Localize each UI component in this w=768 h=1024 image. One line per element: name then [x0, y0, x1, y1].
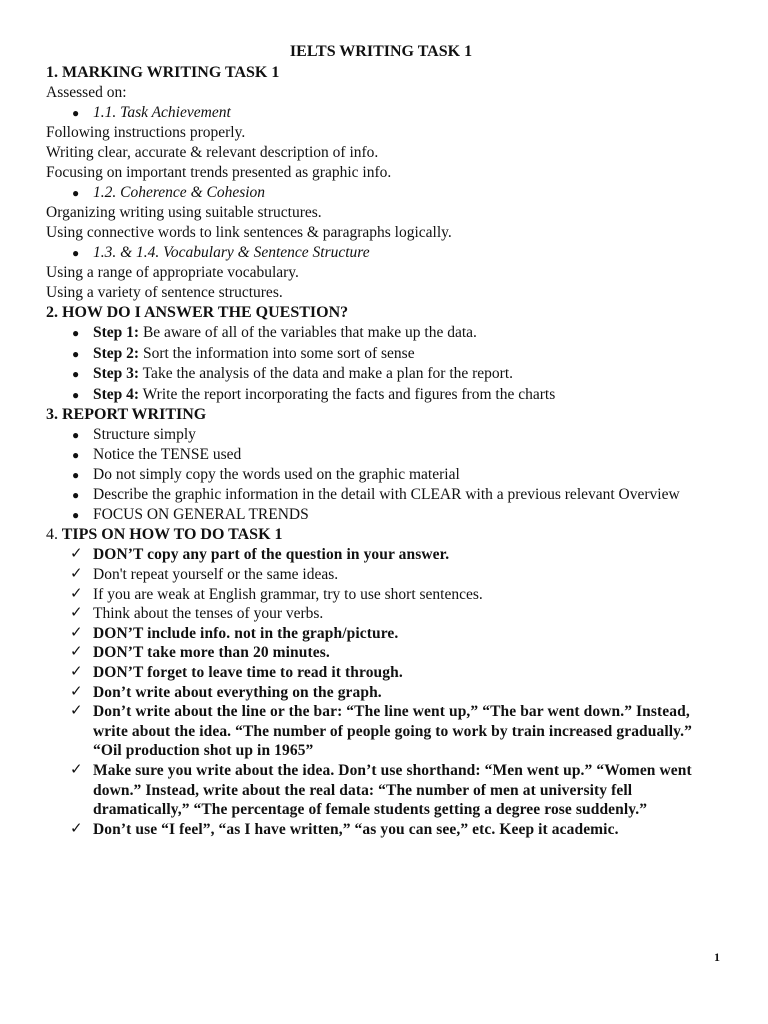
report-writing-list: [46, 425, 716, 525]
bullet-icon: ●: [72, 326, 80, 340]
tip-text: Don’t write about everything on the graph.: [93, 683, 382, 701]
tip-text: Make sure you write about the idea. Don’t use shorthand: “Men went up.” “Women went down.” Instead, write about the real data: “The number of men at university fell dramatically,” “The percentage of female students getting a degree rose suddenly.”: [93, 761, 692, 819]
criterion-3-line: Using a variety of sentence structures.: [46, 284, 283, 301]
criterion-2-line: Organizing writing using suitable structures.: [46, 204, 322, 221]
list-item: [46, 425, 716, 445]
bullet-icon: ●: [72, 428, 80, 443]
bullet-icon: ●: [72, 448, 80, 463]
bullet-icon: ●: [72, 246, 80, 260]
checkmark-icon: ✓: [70, 644, 83, 661]
tip-item: [46, 702, 716, 761]
section-2-heading: 2. HOW DO I ANSWER THE QUESTION?: [46, 304, 349, 321]
tip-item: [46, 624, 716, 644]
criterion-1-line: Writing clear, accurate & relevant description of info.: [46, 144, 379, 161]
list-item-text: Notice the TENSE used: [93, 446, 242, 464]
tip-text: DON’T forget to leave time to read it through.: [93, 663, 403, 681]
tip-text: Think about the tenses of your verbs.: [93, 605, 324, 623]
page-number: 1: [714, 950, 720, 964]
checkmark-icon: ✓: [70, 761, 83, 778]
tip-item: [46, 683, 716, 703]
step-item: [46, 385, 716, 406]
criterion-3-list: [46, 243, 716, 263]
checkmark-icon: ✓: [70, 585, 83, 602]
list-item: [46, 465, 716, 485]
bullet-icon: ●: [72, 106, 80, 120]
criterion-3-label: 1.3. & 1.4. Vocabulary & Sentence Structure: [93, 244, 370, 261]
step-label: Step 3:: [93, 365, 140, 383]
step-item: [46, 364, 716, 385]
step-label: Step 1:: [93, 324, 140, 341]
section-3-heading: 3. REPORT WRITING: [46, 406, 207, 424]
list-item: [46, 505, 716, 525]
tip-text: Don't repeat yourself or the same ideas.: [93, 565, 339, 583]
bullet-icon: ●: [72, 346, 80, 361]
step-item: [46, 323, 716, 344]
bullet-icon: ●: [72, 186, 80, 200]
step-text: Take the analysis of the data and make a plan for the report.: [139, 365, 514, 383]
step-text: Sort the information into some sort of sense: [139, 344, 415, 362]
list-item-text: Structure simply: [93, 426, 196, 444]
criterion-1-label: 1.1. Task Achievement: [93, 104, 231, 121]
tip-item: [46, 604, 716, 624]
checkmark-icon: ✓: [70, 703, 83, 720]
tip-item: [46, 663, 716, 683]
step-label: Step 2:: [93, 344, 140, 362]
checkmark-icon: ✓: [70, 820, 83, 837]
step-text: Be aware of all of the variables that make up the data.: [139, 324, 477, 341]
tip-item: [46, 585, 716, 605]
step-label: Step 4:: [93, 385, 140, 403]
bullet-icon: ●: [72, 367, 80, 382]
section-1-heading: 1. MARKING WRITING TASK 1: [46, 64, 280, 81]
bullet-icon: ●: [72, 508, 80, 523]
list-item-text: Describe the graphic information in the detail with CLEAR with a previous relevant Overview: [93, 486, 680, 504]
bullet-icon: ●: [72, 387, 80, 402]
criterion-2-item: [46, 183, 716, 203]
criterion-2-list: [46, 183, 716, 203]
criterion-2-label: 1.2. Coherence & Cohesion: [93, 184, 266, 201]
document-page: [46, 42, 716, 839]
tip-item: [46, 643, 716, 663]
assessed-on-label: Assessed on:: [46, 84, 127, 101]
tip-text: Don’t write about the line or the bar: “The line went up,” “The bar went down.” Instead, write about the idea. “The number of people going to work by train increased gradually.” “Oil production shot up in 1965”: [93, 703, 692, 760]
step-item: [46, 344, 716, 365]
criterion-3-line: Using a range of appropriate vocabulary.: [46, 264, 299, 281]
tip-text: DON’T take more than 20 minutes.: [93, 644, 330, 662]
criterion-1-list: [46, 103, 716, 123]
checkmark-icon: ✓: [70, 605, 83, 622]
tip-item: [46, 545, 716, 565]
steps-list: [46, 323, 716, 405]
criterion-1-line: Focusing on important trends presented as graphic info.: [46, 164, 392, 181]
criterion-1-line: Following instructions properly.: [46, 124, 246, 141]
tip-text: DON’T include info. not in the graph/picture.: [93, 624, 399, 642]
section-4-title: TIPS ON HOW TO DO TASK 1: [61, 526, 283, 544]
checkmark-icon: ✓: [70, 663, 83, 680]
criterion-3-item: [46, 243, 716, 263]
list-item: [46, 445, 716, 465]
checkmark-icon: ✓: [70, 546, 83, 563]
bullet-icon: ●: [72, 468, 80, 483]
criterion-2-line: Using connective words to link sentences & paragraphs logically.: [46, 224, 452, 241]
tip-item: [46, 565, 716, 585]
tip-text: DON’T copy any part of the question in your answer.: [93, 546, 450, 564]
list-item: [46, 485, 716, 505]
list-item-text: FOCUS ON GENERAL TRENDS: [93, 506, 309, 524]
tips-list: [46, 545, 716, 839]
step-text: Write the report incorporating the facts and figures from the charts: [139, 385, 556, 403]
list-item-text: Do not simply copy the words used on the graphic material: [93, 466, 460, 484]
section-4-heading: [46, 525, 716, 545]
tip-item: [46, 820, 716, 840]
tip-item: [46, 761, 716, 820]
tip-text: Don’t use “I feel”, “as I have written,” “as you can see,” etc. Keep it academic.: [93, 820, 619, 838]
checkmark-icon: ✓: [70, 565, 83, 582]
section-4-number: 4.: [46, 526, 58, 544]
document-title: IELTS WRITING TASK 1: [289, 43, 473, 60]
criterion-1-item: [46, 103, 716, 123]
checkmark-icon: ✓: [70, 624, 83, 641]
bullet-icon: ●: [72, 488, 80, 503]
checkmark-icon: ✓: [70, 683, 83, 700]
tip-text: If you are weak at English grammar, try to use short sentences.: [93, 585, 483, 603]
